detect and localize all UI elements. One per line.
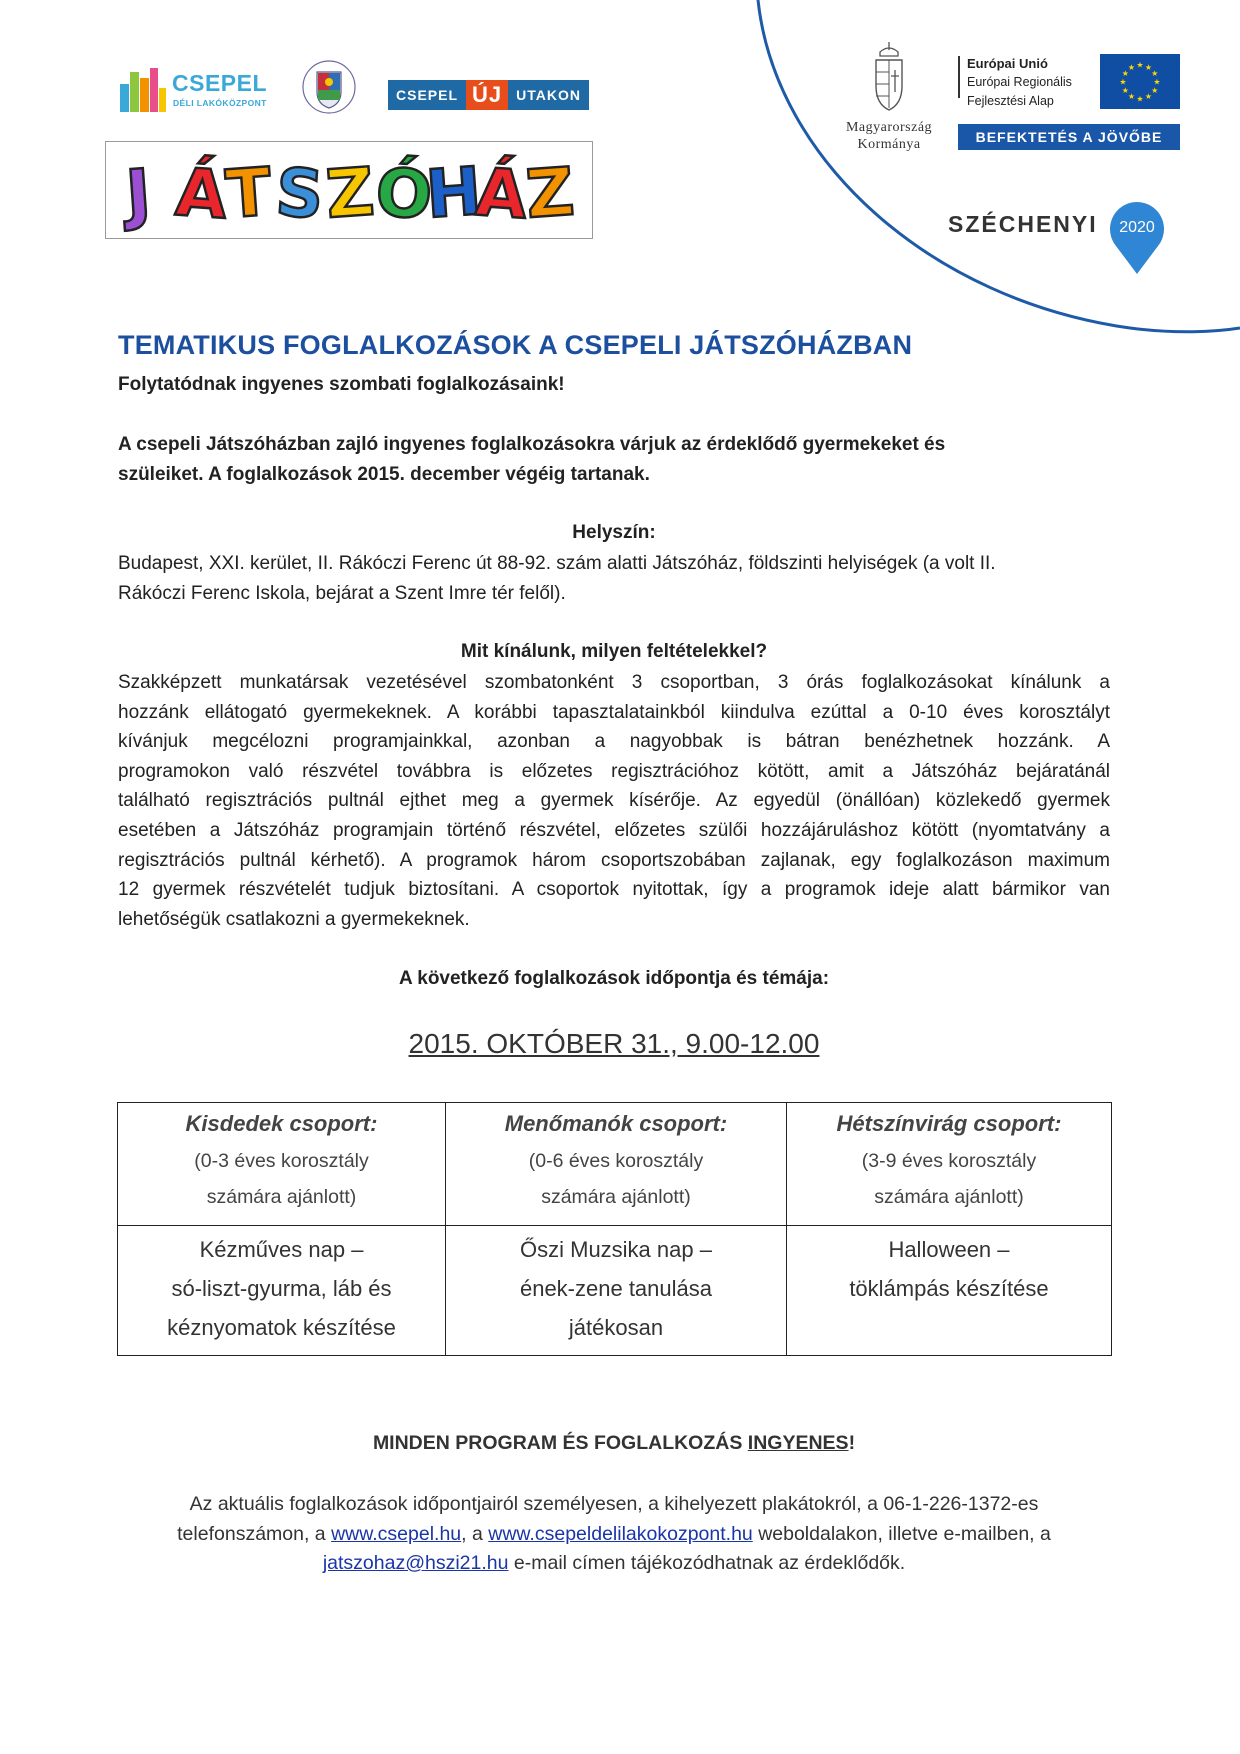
free-notice: MINDEN PROGRAM ÉS FOGLALKOZÁS INGYENES! bbox=[372, 1432, 856, 1454]
eu-divider bbox=[958, 56, 960, 98]
offer-line: lehetőségük csatlakozni a gyermekeknek. bbox=[118, 908, 470, 930]
csepel-deli-lakokozpont-logo bbox=[120, 64, 268, 114]
ujutakon-part2: ÚJ bbox=[466, 80, 508, 110]
offer-paragraph bbox=[118, 668, 1110, 934]
ujutakon-part3: UTAKON bbox=[508, 80, 589, 110]
gov-line2: Kormánya bbox=[857, 137, 921, 152]
offer-line: kívánjuk megcélozni programjainkkal, azonban a nagyobbak is bátran benézhetnek hozzánk. A bbox=[118, 731, 1110, 753]
eu-flag-icon bbox=[1100, 54, 1180, 109]
logo-letter: Z bbox=[323, 153, 377, 234]
star-icon: ★ bbox=[1136, 60, 1144, 70]
logo-letter: Ó bbox=[373, 153, 435, 235]
star-icon: ★ bbox=[1121, 69, 1129, 78]
group-cell bbox=[786, 1103, 1111, 1226]
contact-line3: jatszohaz@hszi21.hu e-mail címen tájékozódhatnak az érdeklődők. bbox=[322, 1552, 906, 1574]
location-paragraph bbox=[118, 549, 1110, 608]
group-age: (0-6 éves korosztály számára ajánlott) bbox=[528, 1150, 704, 1208]
session-date: 2015. OKTÓBER 31., 9.00-12.00 bbox=[408, 1028, 820, 1059]
group-age: (0-3 éves korosztály számára ajánlott) bbox=[194, 1150, 369, 1208]
location-line: Budapest, XXI. kerület, II. Rákóczi Ferenc út 88-92. szám alatti Játszóház, földszinti helyiségek (a volt II. bbox=[118, 553, 996, 574]
csepel-logo-name: CSEPEL bbox=[172, 70, 268, 96]
eu-line1: Európai Unió bbox=[967, 56, 1048, 71]
eu-line2: Európai Regionális bbox=[967, 75, 1072, 89]
star-icon: ★ bbox=[1127, 92, 1136, 102]
logo-letter: J bbox=[123, 154, 154, 234]
free-notice-underlined: INGYENES bbox=[747, 1432, 849, 1454]
group-theme: Őszi Muzsika nap – ének-zene tanulása játékosan bbox=[519, 1237, 712, 1340]
theme-cell bbox=[786, 1226, 1111, 1356]
szechenyi-year: 2020 bbox=[1119, 219, 1155, 236]
szechenyi-word: SZÉCHENYI bbox=[948, 211, 1098, 237]
hungarian-coat-of-arms-icon bbox=[870, 42, 908, 114]
contact-line2: telefonszámon, a www.csepel.hu, a www.csepeldelilakokozpont.hu weboldalakon, illetve e-mailben, a bbox=[177, 1522, 1051, 1545]
family-services-crest-icon bbox=[300, 56, 358, 118]
szechenyi-2020-logo bbox=[948, 198, 1168, 276]
offer-line: esetében a Játszóház programjain történő részvétel, előzetes szülői hozzájáruláshoz kötött (nyomtatvány a bbox=[118, 819, 1110, 841]
star-icon: ★ bbox=[1119, 77, 1127, 87]
logo-letter: S bbox=[273, 153, 327, 234]
group-cell bbox=[446, 1103, 787, 1226]
star-icon: ★ bbox=[1153, 77, 1161, 87]
intro-line: A csepeli Játszóházban zajló ingyenes foglalkozásokra várjuk az érdeklődő gyermekeket és bbox=[118, 434, 946, 455]
csepel-logo-sub: DÉLI LAKÓKÖZPONT bbox=[173, 98, 267, 108]
page-subtitle: Folytatódnak ingyenes szombati foglalkozásaink! bbox=[118, 374, 565, 395]
offer-line: található regisztrációs pultnál ejthet meg a gyermek kísérője. Az egyedül (önállóan) közlekedő gyermek bbox=[118, 790, 1110, 812]
eu-line3: Fejlesztési Alap bbox=[967, 94, 1054, 108]
jatszohaz-logo bbox=[105, 141, 593, 239]
offer-line: programokon való részvétel továbbra is előzetes regisztrációhoz kötött, amit a Játszóház bejáratánál bbox=[118, 760, 1110, 782]
star-icon: ★ bbox=[1121, 86, 1129, 95]
contact-info bbox=[118, 1490, 1110, 1579]
contact-line1: Az aktuális foglalkozások időpontjairól személyesen, a kihelyezett plakátokról, a 06-1-226-1372-es bbox=[189, 1493, 1039, 1515]
groups-table bbox=[117, 1102, 1112, 1356]
lakokozpont-website-link[interactable]: www.csepeldelilakokozpont.hu bbox=[488, 1522, 753, 1545]
star-icon: ★ bbox=[1127, 62, 1136, 72]
location-line: Rákóczi Ferenc Iskola, bejárat a Szent Imre tér felől). bbox=[118, 582, 566, 604]
email-link[interactable]: jatszohaz@hszi21.hu bbox=[322, 1552, 509, 1574]
offer-line: Szakképzett munkatársak vezetésével szombatonként 3 csoportban, 3 órás foglalkozásokat kínálunk a bbox=[118, 672, 1110, 693]
theme-cell bbox=[118, 1226, 446, 1356]
star-icon: ★ bbox=[1136, 94, 1144, 104]
logo-letter: Á bbox=[173, 153, 230, 235]
group-name: Hétszínvirág csoport: bbox=[836, 1111, 1062, 1136]
star-icon: ★ bbox=[1151, 69, 1159, 78]
intro-line: szüleiket. A foglalkozások 2015. december végéig tartanak. bbox=[118, 463, 650, 485]
star-icon: ★ bbox=[1144, 92, 1153, 102]
theme-cell bbox=[446, 1226, 787, 1356]
group-theme: Halloween – töklámpás készítése bbox=[849, 1237, 1049, 1301]
ujutakon-part1: CSEPEL bbox=[388, 80, 466, 110]
page-title: TEMATIKUS FOGLALKOZÁSOK A CSEPELI JÁTSZÓHÁZBAN bbox=[118, 330, 913, 360]
logo-letter: Á bbox=[473, 153, 530, 235]
offer-line: hozzánk ellátogató gyermekeknek. A korábbi tapasztalatainkból kiindulva ezúttal a 0-10 éves korosztályt bbox=[118, 701, 1110, 723]
gov-line1: Magyarország bbox=[845, 120, 933, 135]
location-pin-icon bbox=[1106, 198, 1168, 276]
group-name: Menőmanók csoport: bbox=[504, 1111, 728, 1136]
group-age: (3-9 éves korosztály számára ajánlott) bbox=[861, 1150, 1037, 1208]
eu-regional-fund-logo bbox=[958, 54, 1178, 154]
offer-line: regisztrációs pultnál kérhető). A programok három csoportszobában zajlanak, egy foglalkozáson maximum bbox=[118, 849, 1110, 871]
offer-heading: Mit kínálunk, milyen feltételekkel? bbox=[460, 641, 768, 662]
star-icon: ★ bbox=[1151, 86, 1159, 95]
magyarorszag-kormanya-logo bbox=[828, 42, 950, 154]
group-cell bbox=[118, 1103, 446, 1226]
logo-letter: Z bbox=[523, 153, 577, 234]
group-theme: Kézműves nap – só-liszt-gyurma, láb és kéznyomatok készítése bbox=[167, 1237, 396, 1340]
offer-line: 12 gyermek részvételét tudjuk biztosítani. A csoportok nyitottak, így a programok ideje alatt bármikor van bbox=[118, 879, 1110, 901]
csepel-website-link[interactable]: www.csepel.hu bbox=[331, 1522, 462, 1545]
star-icon: ★ bbox=[1144, 62, 1153, 72]
group-name: Kisdedek csoport: bbox=[185, 1111, 378, 1136]
buildings-icon bbox=[120, 68, 166, 112]
next-sessions-heading: A következő foglalkozások időpontja és témája: bbox=[398, 968, 830, 989]
logo-letter: H bbox=[423, 152, 484, 234]
logo-letter: T bbox=[223, 153, 274, 234]
intro-paragraph bbox=[118, 430, 1110, 489]
eu-bar: BEFEKTETÉS A JÖVŐBE bbox=[958, 124, 1180, 150]
table-row bbox=[118, 1226, 1112, 1356]
location-heading: Helyszín: bbox=[572, 522, 656, 543]
jatszohaz-logo-letters bbox=[106, 142, 592, 238]
table-row bbox=[118, 1103, 1112, 1226]
csepel-uj-utakon-logo bbox=[388, 80, 589, 110]
